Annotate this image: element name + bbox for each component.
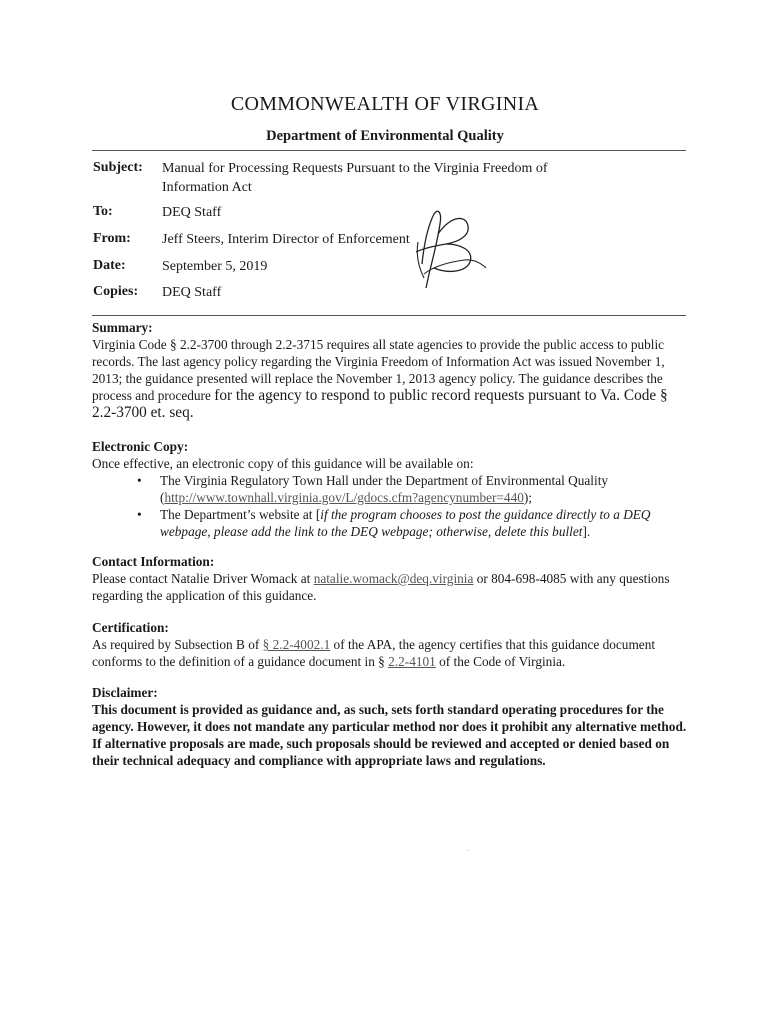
contact-section <box>92 553 688 604</box>
certification-section <box>92 619 688 670</box>
scan-speck <box>468 850 469 851</box>
date-label: Date: <box>93 258 126 273</box>
contact-text-before: Please contact Natalie Driver Womack at <box>92 571 314 586</box>
contact-text <box>92 570 688 604</box>
townhall-link[interactable]: http://www.townhall.virginia.gov/L/gdocs.cfm?agencynumber=440 <box>164 490 524 505</box>
bullet1-end: ); <box>523 490 532 505</box>
certification-heading: Certification: <box>92 620 169 635</box>
from-value: Jeff Steers, Interim Director of Enforcement <box>162 232 410 247</box>
certification-text-1: As required by Subsection B of <box>92 637 263 652</box>
apa-section-link[interactable]: § 2.2-4002.1 <box>262 637 331 652</box>
certification-text <box>92 636 688 670</box>
contact-heading: Contact Information: <box>92 554 215 569</box>
to-label: To: <box>93 204 113 219</box>
summary-section <box>92 319 688 421</box>
department-name: Department of Environmental Quality <box>266 128 504 144</box>
electronic-copy-section <box>92 438 688 540</box>
bullet-icon: • <box>137 473 142 488</box>
contact-text-after: or 804-698-4085 with any questions regarding the application of this guidance. <box>92 571 670 603</box>
disclaimer-text: This document is provided as guidance and, as such, sets forth standard operating procedures for the agency. However, it does not mandate any particular method nor does it prohibit any alternative method. If alternative proposals are made, such proposals should be reviewed and accepted or denied based on their technical adequacy and compliance with appropriate laws and regulations. <box>92 702 687 768</box>
subject-label: Subject: <box>93 160 143 175</box>
memo-divider <box>92 315 686 316</box>
certification-text-2: of the APA, the agency certifies that this guidance document conforms to the definition of a guidance document in § <box>92 637 656 669</box>
copies-label: Copies: <box>93 284 139 299</box>
bullet-icon: • <box>137 507 142 522</box>
contact-email-link[interactable]: natalie.womack@deq.virginia <box>313 571 474 586</box>
summary-text-large: for the agency to respond to public record requests pursuant to Va. Code § 2.2-3700 et. seq. <box>92 387 668 421</box>
disclaimer-section <box>92 684 688 769</box>
to-value: DEQ Staff <box>162 205 222 220</box>
bullet1-text: The Virginia Regulatory Town Hall under the Department of Environmental Quality ( <box>160 473 609 505</box>
subject-value <box>162 159 582 197</box>
list-item <box>92 472 688 506</box>
summary-heading: Summary: <box>92 320 153 335</box>
date-value: September 5, 2019 <box>162 259 268 274</box>
electronic-copy-heading: Electronic Copy: <box>92 439 189 454</box>
code-section-link[interactable]: 2.2-4101 <box>388 654 436 669</box>
summary-text-main: Virginia Code § 2.2-3700 through 2.2-3715 requires all state agencies to provide the public access to public records. The last agency policy regarding the Virginia Freedom of Information Act was issued November 1, 2013; the guidance presented will replace the November 1, 2013 agency policy. The guidance describes the process and procedure <box>92 337 665 403</box>
electronic-copy-intro: Once effective, an electronic copy of this guidance will be available on: <box>92 456 474 471</box>
from-label: From: <box>93 231 131 246</box>
subject-line-1: Manual for Processing Requests Pursuant to the Virginia Freedom of <box>162 161 548 176</box>
disclaimer-heading: Disclaimer: <box>92 685 158 700</box>
copies-value: DEQ Staff <box>162 285 222 300</box>
summary-text <box>92 336 688 421</box>
certification-text-3: of the Code of Virginia. <box>435 654 566 669</box>
bullet2-end: ]. <box>582 524 591 539</box>
signature-icon <box>394 204 490 292</box>
header-divider <box>92 150 686 151</box>
subject-line-2: Information Act <box>162 180 252 195</box>
bullet2-text: The Department’s website at [ <box>160 507 321 522</box>
page-title: COMMONWEALTH OF VIRGINIA <box>230 93 540 115</box>
list-item <box>92 506 688 540</box>
electronic-copy-list <box>92 472 688 540</box>
bullet2-italic: if the program chooses to post the guidance directly to a DEQ webpage, please add the link to the DEQ webpage; otherwise, delete this bullet <box>160 507 651 539</box>
